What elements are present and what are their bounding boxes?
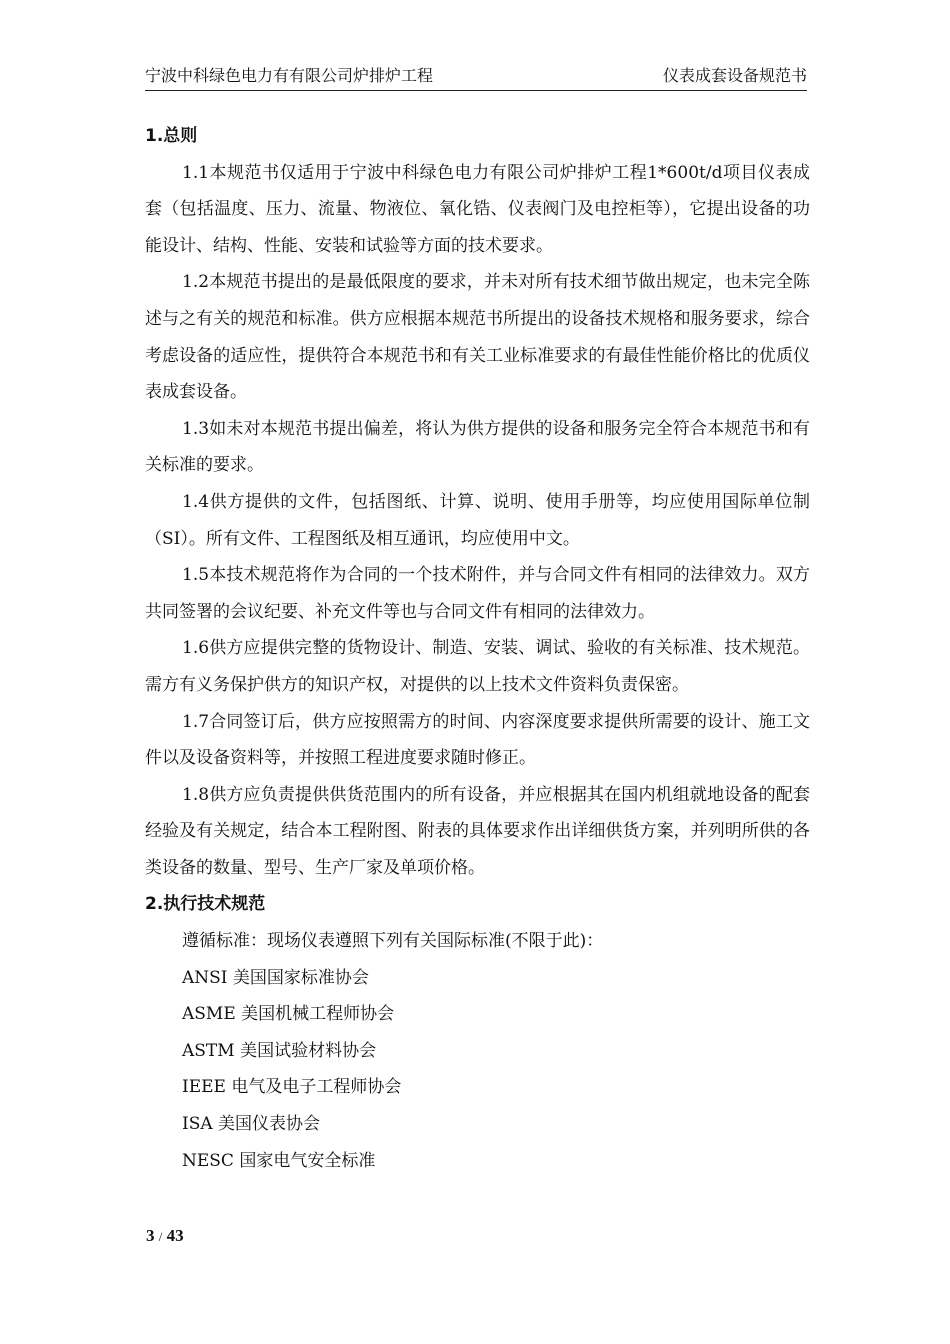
paragraph-1-3: 1.3如未对本规范书提出偏差，将认为供方提供的设备和服务完全符合本规范书和有关标准的要求。 [145,418,810,476]
page-body [145,118,810,1179]
paragraph-1-2: 1.2本规范书提出的是最低限度的要求，并未对所有技术细节做出规定，也未完全陈述与之有关的规范和标准。供方应根据本规范书所提出的设备技术规格和服务要求，综合考虑设备的适应性，提供符合本规范书和有关工业标准要求的有最佳性能价格比的优质仪表成套设备。 [145,272,810,403]
paragraph-1-8: 1.8供方应负责提供供货范围内的所有设备，并应根据其在国内机组就地设备的配套经验及有关规定，结合本工程附图、附表的具体要求作出详细供货方案，并列明所供的各类设备的数量、型号、生产厂家及单项价格。 [145,784,810,878]
page-separator: / [158,1229,163,1244]
paragraph-1-6: 1.6供方应提供完整的货物设计、制造、安装、调试、验收的有关标准、技术规范。需方有义务保护供方的知识产权，对提供的以上技术文件资料负责保密。 [145,638,810,695]
header-document-title: 仪表成套设备规范书 [662,66,807,85]
paragraph-1-5: 1.5本技术规范将作为合同的一个技术附件，并与合同文件有相同的法律效力。双方共同签署的会议纪要、补充文件等也与合同文件有相同的法律效力。 [145,565,810,622]
paragraph-1-4: 1.4供方提供的文件，包括图纸、计算、说明、使用手册等，均应使用国际单位制（SI）。所有文件、工程图纸及相互通讯，均应使用中文。 [145,491,810,549]
section-heading-technical-standards: 2.执行技术规范 [145,894,266,915]
standard-item: ISA 美国仪表协会 [182,1114,321,1135]
standard-item: ASTM 美国试验材料协会 [182,1040,377,1061]
standards-intro: 遵循标准：现场仪表遵照下列有关国际标准(不限于此)： [182,931,604,952]
page-number [146,1226,184,1246]
page-header [145,64,807,91]
standard-item: NESC 国家电气安全标准 [182,1150,376,1171]
total-pages: 43 [166,1226,184,1245]
paragraph-1-7: 1.7合同签订后，供方应按照需方的时间、内容深度要求提供所需要的设计、施工文件以及设备资料等，并按照工程进度要求随时修正。 [145,711,810,769]
standard-item: IEEE 电气及电子工程师协会 [182,1077,402,1098]
section-heading-general: 1.总则 [145,126,198,146]
paragraph-1-1: 1.1本规范书仅适用于宁波中科绿色电力有限公司炉排炉工程1*600t/d项目仪表成套（包括温度、压力、流量、物液位、氧化锆、仪表阀门及电控柜等），它提出设备的功能设计、结构、性能、安装和试验等方面的技术要求。 [145,162,810,256]
standard-item: ASME 美国机械工程师协会 [182,1004,395,1025]
current-page: 3 [146,1226,155,1245]
standard-item: ANSI 美国国家标准协会 [182,967,369,988]
header-project-title: 宁波中科绿色电力有有限公司炉排炉工程 [145,66,434,85]
